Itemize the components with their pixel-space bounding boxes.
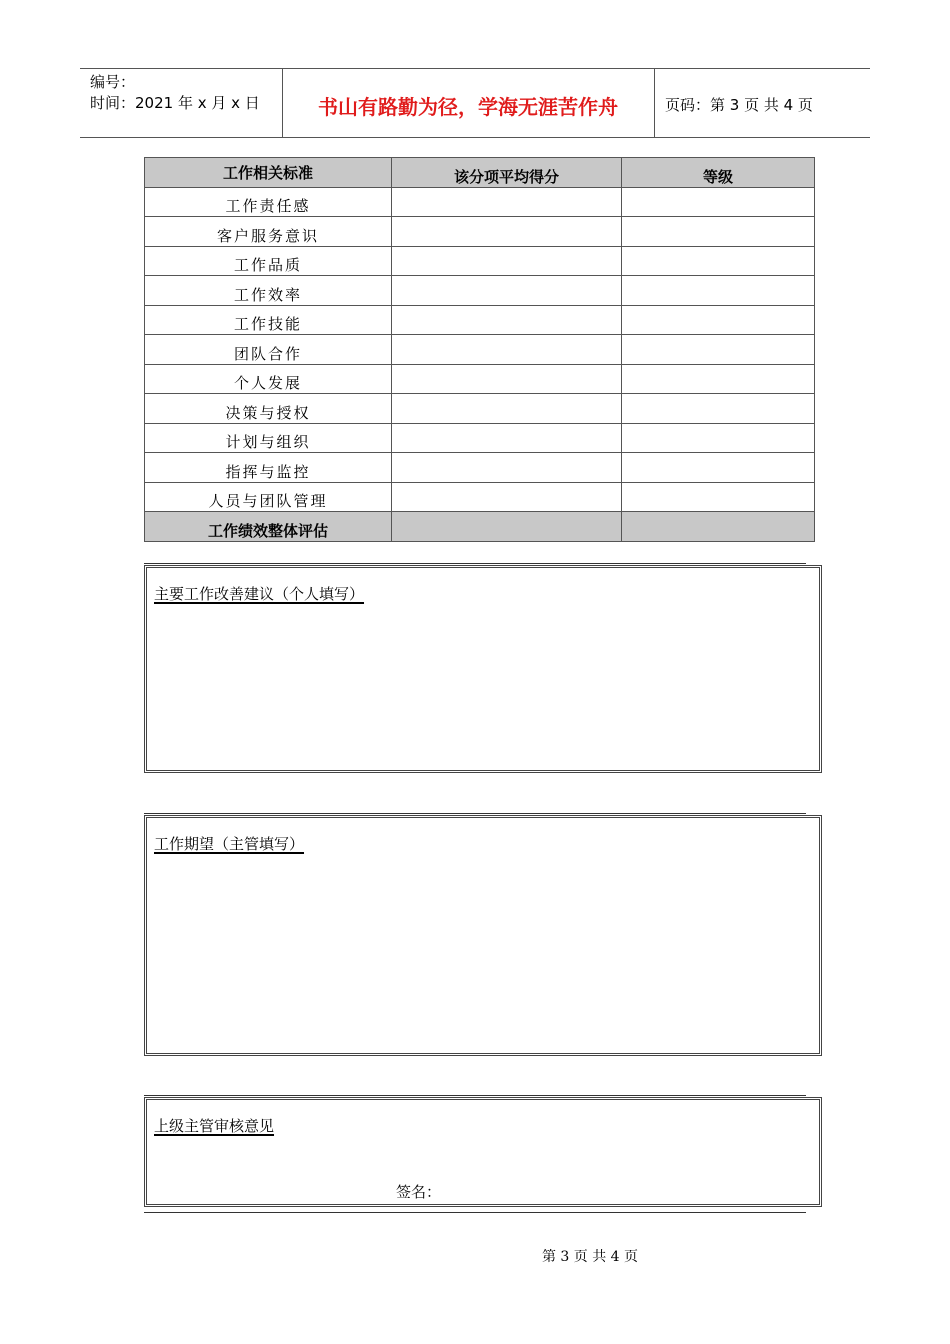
divider xyxy=(144,1095,806,1096)
table-row xyxy=(145,305,815,335)
column-header-criteria: 工作相关标准 xyxy=(145,158,392,188)
grade-cell[interactable] xyxy=(622,217,815,247)
table-row xyxy=(145,276,815,306)
table-row xyxy=(145,187,815,217)
criterion-label: 计划与组织 xyxy=(145,423,392,453)
grade-cell[interactable] xyxy=(622,394,815,424)
criterion-label: 指挥与监控 xyxy=(145,453,392,483)
time-label: 时间：2021 年 x 月 x 日 xyxy=(90,94,260,112)
review-textarea[interactable] xyxy=(144,1097,822,1207)
total-row xyxy=(145,512,815,542)
criterion-label: 个人发展 xyxy=(145,364,392,394)
page-footer: 第 3 页 共 4 页 xyxy=(541,1249,639,1265)
header-info-cell xyxy=(80,69,283,137)
improvement-title: 主要工作改善建议（个人填写） xyxy=(154,585,365,603)
header-motto-cell xyxy=(282,69,655,137)
score-cell[interactable] xyxy=(392,276,622,306)
table-row xyxy=(145,482,815,512)
review-section xyxy=(144,1095,822,1207)
criterion-label: 团队合作 xyxy=(145,335,392,365)
table-row xyxy=(145,335,815,365)
table-row xyxy=(145,217,815,247)
criterion-label: 工作技能 xyxy=(145,305,392,335)
total-label: 工作绩效整体评估 xyxy=(145,512,392,542)
grade-cell[interactable] xyxy=(622,305,815,335)
total-grade-cell[interactable] xyxy=(622,512,815,542)
column-header-grade: 等级 xyxy=(622,158,815,188)
divider xyxy=(144,563,806,564)
grade-cell[interactable] xyxy=(622,246,815,276)
table-row xyxy=(145,423,815,453)
divider xyxy=(144,813,806,814)
score-cell[interactable] xyxy=(392,335,622,365)
criterion-label: 人员与团队管理 xyxy=(145,482,392,512)
score-cell[interactable] xyxy=(392,482,622,512)
criterion-label: 工作责任感 xyxy=(145,187,392,217)
table-header-row xyxy=(145,158,815,188)
score-cell[interactable] xyxy=(392,187,622,217)
table-row xyxy=(145,394,815,424)
grade-cell[interactable] xyxy=(622,453,815,483)
score-cell[interactable] xyxy=(392,305,622,335)
criterion-label: 工作效率 xyxy=(145,276,392,306)
criterion-label: 工作品质 xyxy=(145,246,392,276)
criterion-label: 决策与授权 xyxy=(145,394,392,424)
expectation-section xyxy=(144,813,822,1056)
grade-cell[interactable] xyxy=(622,364,815,394)
page-number-label: 页码：第 3 页 共 4 页 xyxy=(665,96,813,114)
review-title: 上级主管审核意见 xyxy=(154,1117,275,1135)
signature-label: 签名： xyxy=(396,1183,442,1201)
score-cell[interactable] xyxy=(392,423,622,453)
score-cell[interactable] xyxy=(392,453,622,483)
grade-cell[interactable] xyxy=(622,335,815,365)
improvement-section xyxy=(144,563,822,773)
score-cell[interactable] xyxy=(392,246,622,276)
page-header xyxy=(80,68,870,138)
score-cell[interactable] xyxy=(392,217,622,247)
grade-cell[interactable] xyxy=(622,423,815,453)
grade-cell[interactable] xyxy=(622,276,815,306)
grade-cell[interactable] xyxy=(622,187,815,217)
header-page-cell xyxy=(655,69,870,137)
evaluation-table xyxy=(144,157,815,542)
total-score-cell[interactable] xyxy=(392,512,622,542)
grade-cell[interactable] xyxy=(622,482,815,512)
table-row xyxy=(145,364,815,394)
score-cell[interactable] xyxy=(392,364,622,394)
score-cell[interactable] xyxy=(392,394,622,424)
table-row xyxy=(145,246,815,276)
bottom-divider xyxy=(144,1212,806,1213)
criterion-label: 客户服务意识 xyxy=(145,217,392,247)
table-row xyxy=(145,453,815,483)
number-label: 编号： xyxy=(90,73,136,91)
motto-text: 书山有路勤为径，学海无涯苦作舟 xyxy=(318,95,618,119)
expectation-title: 工作期望（主管填写） xyxy=(154,835,305,853)
column-header-score: 该分项平均得分 xyxy=(392,158,622,188)
